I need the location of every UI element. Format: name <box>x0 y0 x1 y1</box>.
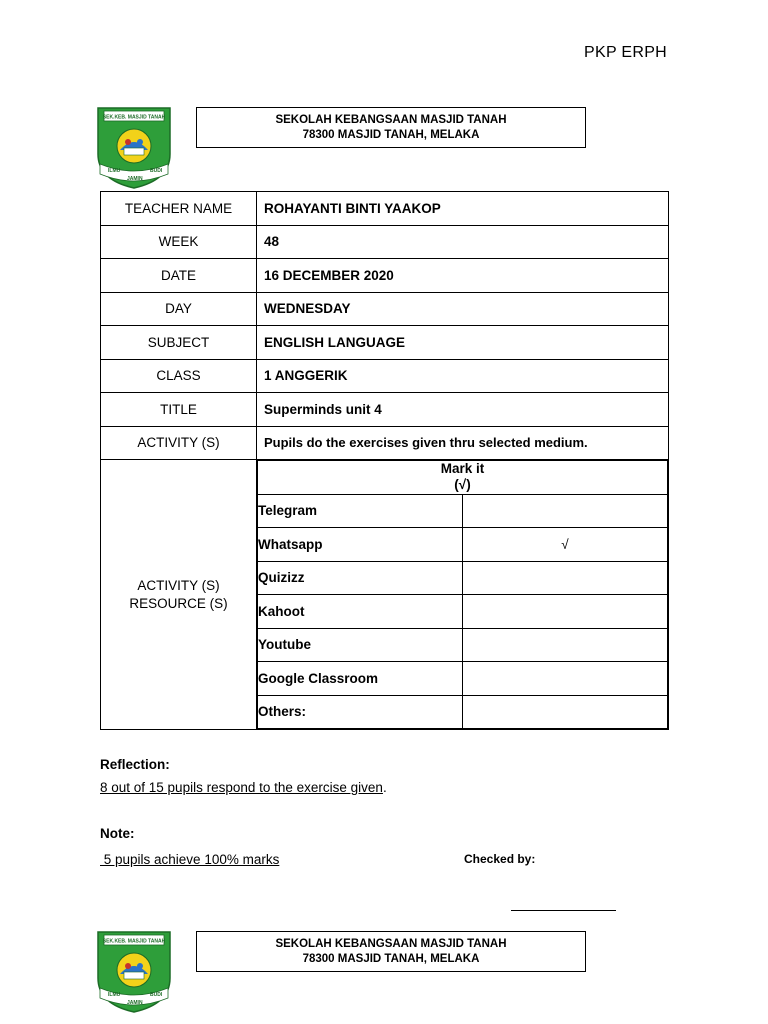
svg-text:ILMU: ILMU <box>108 992 121 998</box>
row-label: TEACHER NAME <box>101 192 257 226</box>
resource-item <box>258 628 668 662</box>
resource-item <box>258 494 668 528</box>
table-row <box>101 292 669 326</box>
svg-text:BUDI: BUDI <box>150 992 163 998</box>
table-row <box>101 426 669 460</box>
note-body: 5 pupils achieve 100% marks <box>100 852 280 867</box>
svg-text:SEK.KEB. MASJID TANAH: SEK.KEB. MASJID TANAH <box>102 114 166 121</box>
resource-name: Whatsapp <box>258 528 463 562</box>
school-crest-logo <box>94 104 174 190</box>
school-crest-logo <box>94 928 174 1014</box>
table-row <box>101 259 669 293</box>
row-value: WEDNESDAY <box>257 292 669 326</box>
mark-header <box>258 461 668 495</box>
reflection-body: 8 out of 15 pupils respond to the exercise given <box>100 780 383 795</box>
resource-mark <box>463 494 668 528</box>
note-text <box>100 852 279 867</box>
resource-item <box>258 561 668 595</box>
note-heading: Note: <box>100 826 135 841</box>
resource-name: Kahoot <box>258 595 463 629</box>
resource-name: Youtube <box>258 628 463 662</box>
row-value: 16 DECEMBER 2020 <box>257 259 669 293</box>
table-row <box>101 192 669 226</box>
table-row <box>101 326 669 360</box>
row-value: Superminds unit 4 <box>257 393 669 427</box>
resource-name: Telegram <box>258 494 463 528</box>
row-value: ENGLISH LANGUAGE <box>257 326 669 360</box>
row-label: SUBJECT <box>101 326 257 360</box>
resources-cell <box>257 460 669 730</box>
row-value: 48 <box>257 225 669 259</box>
resources-label-line1: ACTIVITY (S) <box>137 577 220 593</box>
row-label: DATE <box>101 259 257 293</box>
resource-name: Quizizz <box>258 561 463 595</box>
checked-by-label: Checked by: <box>464 852 536 866</box>
row-value: ROHAYANTI BINTI YAAKOP <box>257 192 669 226</box>
row-value: Pupils do the exercises given thru selected medium. <box>257 426 669 460</box>
school-address: 78300 MASJID TANAH, MELAKA <box>302 128 480 141</box>
svg-text:JAMIN: JAMIN <box>127 176 143 182</box>
school-header-box <box>196 107 586 148</box>
resource-item <box>258 528 668 562</box>
resource-mark: √ <box>463 528 668 562</box>
table-row <box>101 393 669 427</box>
svg-text:BUDI: BUDI <box>150 168 163 174</box>
resource-mark <box>463 662 668 696</box>
school-name: SEKOLAH KEBANGSAAN MASJID TANAH <box>275 113 507 126</box>
row-label: WEEK <box>101 225 257 259</box>
resources-row <box>101 460 669 730</box>
svg-text:JAMIN: JAMIN <box>127 1000 143 1006</box>
resource-name: Google Classroom <box>258 662 463 696</box>
row-label: TITLE <box>101 393 257 427</box>
resources-label <box>101 460 257 730</box>
resources-label-line2: RESOURCE (S) <box>129 595 228 611</box>
resource-mark <box>463 561 668 595</box>
reflection-text <box>100 780 387 795</box>
resource-item <box>258 695 668 729</box>
resource-mark <box>463 695 668 729</box>
svg-text:ILMU: ILMU <box>108 168 121 174</box>
row-label: DAY <box>101 292 257 326</box>
reflection-trail: . <box>382 780 387 795</box>
school-header-box <box>196 931 586 972</box>
mark-header-line1: Mark it <box>440 461 485 477</box>
svg-text:SEK.KEB. MASJID TANAH: SEK.KEB. MASJID TANAH <box>102 938 166 945</box>
document-type: PKP ERPH <box>584 44 668 61</box>
signature-line <box>511 910 616 911</box>
table-row <box>101 225 669 259</box>
school-name: SEKOLAH KEBANGSAAN MASJID TANAH <box>275 937 507 950</box>
resources-table <box>257 460 668 729</box>
resource-mark <box>463 595 668 629</box>
row-label: CLASS <box>101 359 257 393</box>
school-address: 78300 MASJID TANAH, MELAKA <box>302 952 480 965</box>
reflection-heading: Reflection: <box>100 757 170 772</box>
mark-header-line2: (√) <box>454 477 471 493</box>
lesson-plan-table <box>100 191 669 730</box>
resource-name: Others: <box>258 695 463 729</box>
resource-mark <box>463 628 668 662</box>
resource-item <box>258 662 668 696</box>
resource-item <box>258 595 668 629</box>
row-label: ACTIVITY (S) <box>101 426 257 460</box>
table-row <box>101 359 669 393</box>
row-value: 1 ANGGERIK <box>257 359 669 393</box>
